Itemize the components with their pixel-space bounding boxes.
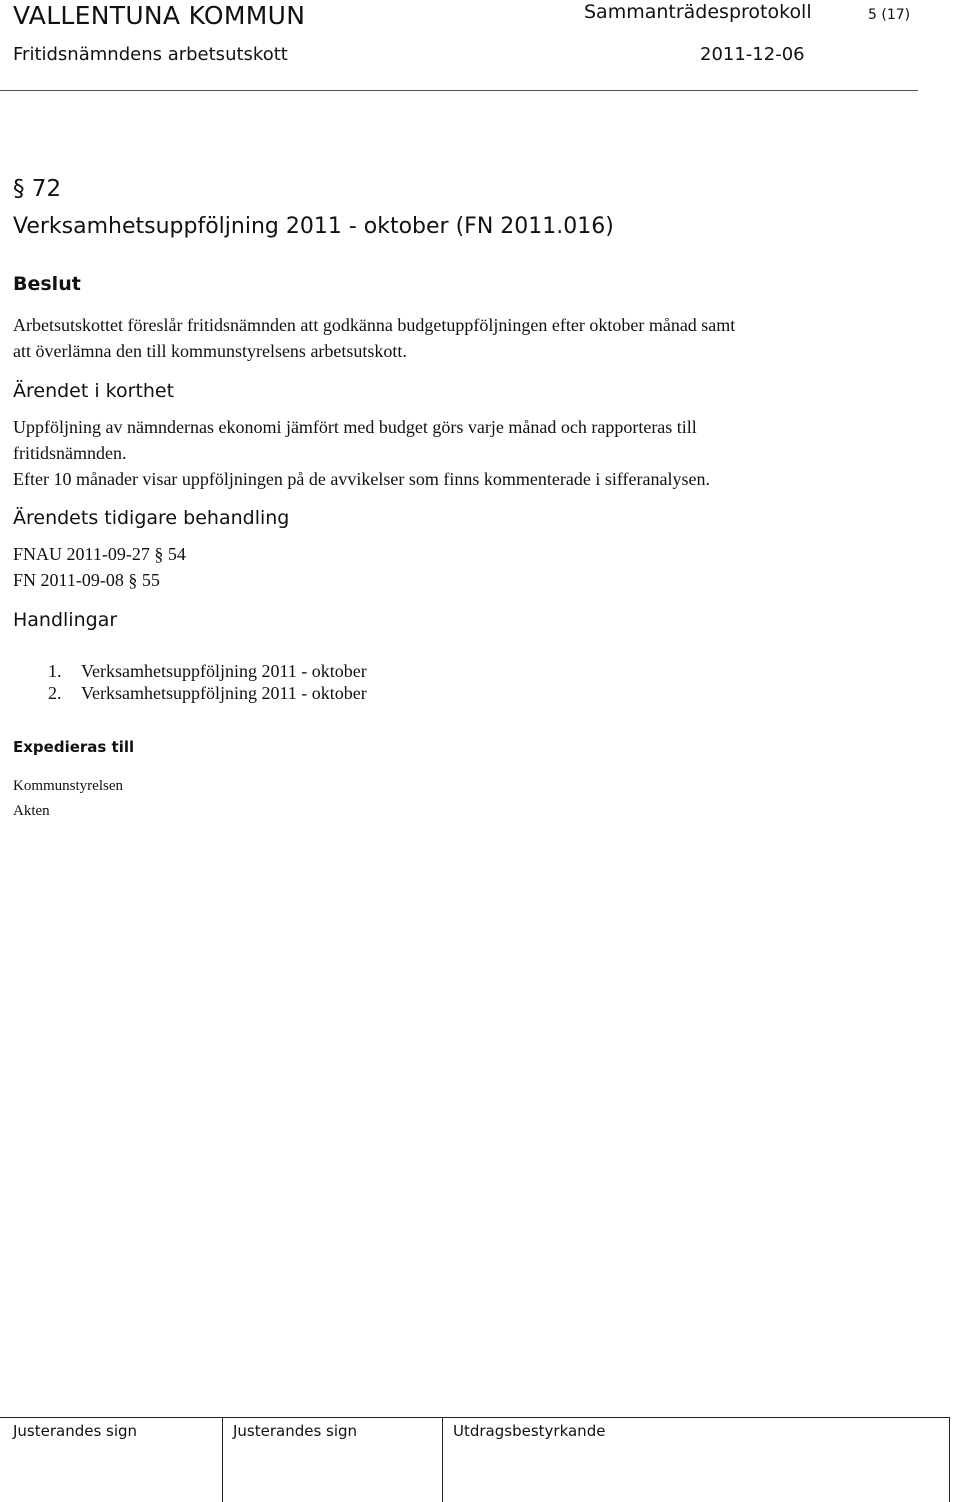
expedieras-heading: Expedieras till: [13, 738, 135, 756]
handlingar-item: Verksamhetsuppföljning 2011 - oktober: [81, 661, 367, 681]
footer-divider: [0, 1417, 950, 1418]
tidigare-heading: Ärendets tidigare behandling: [13, 507, 290, 529]
beslut-heading: Beslut: [13, 273, 81, 295]
arendet-line: Uppföljning av nämndernas ekonomi jämfört med budget görs varje månad och rapporteras till: [13, 417, 697, 437]
recipient: Kommunstyrelsen: [13, 778, 123, 794]
tidigare-line: FN 2011-09-08 § 55: [13, 570, 160, 590]
footer-cell-divider: [442, 1418, 443, 1502]
handlingar-heading: Handlingar: [13, 609, 118, 631]
paragraph-title: Verksamhetsuppföljning 2011 - oktober (FN 2011.016): [13, 214, 614, 239]
footer-cell-divider: [222, 1418, 223, 1502]
document-type: Sammanträdesprotokoll: [584, 1, 812, 23]
beslut-line: att överlämna den till kommunstyrelsens arbetsutskott.: [13, 341, 407, 361]
arendet-heading: Ärendet i korthet: [13, 380, 175, 402]
signature-box-label: Justerandes sign: [233, 1422, 358, 1440]
footer-cell-divider: [949, 1418, 950, 1502]
recipient: Akten: [13, 803, 50, 819]
paragraph-number: § 72: [13, 176, 62, 202]
beslut-line: Arbetsutskottet föreslår fritidsnämnden att godkänna budgetuppföljningen efter oktober månad samt: [13, 315, 736, 335]
header-divider: [0, 90, 918, 91]
arendet-line: Efter 10 månader visar uppföljningen på de avvikelser som finns kommenterade i sifferanalysen.: [13, 469, 710, 489]
tidigare-line: FNAU 2011-09-27 § 54: [13, 544, 186, 564]
extract-certification-label: Utdragsbestyrkande: [453, 1422, 606, 1440]
handlingar-item-number: 1.: [48, 661, 62, 681]
meeting-date: 2011-12-06: [700, 44, 805, 65]
arendet-line: fritidsnämnden.: [13, 443, 127, 463]
handlingar-item: Verksamhetsuppföljning 2011 - oktober: [81, 683, 367, 703]
signature-box-label: Justerandes sign: [13, 1422, 138, 1440]
handlingar-item-number: 2.: [48, 683, 62, 703]
page-number: 5 (17): [868, 7, 911, 23]
committee-name: Fritidsnämndens arbetsutskott: [13, 44, 288, 65]
organization-name: VALLENTUNA KOMMUN: [13, 1, 306, 30]
